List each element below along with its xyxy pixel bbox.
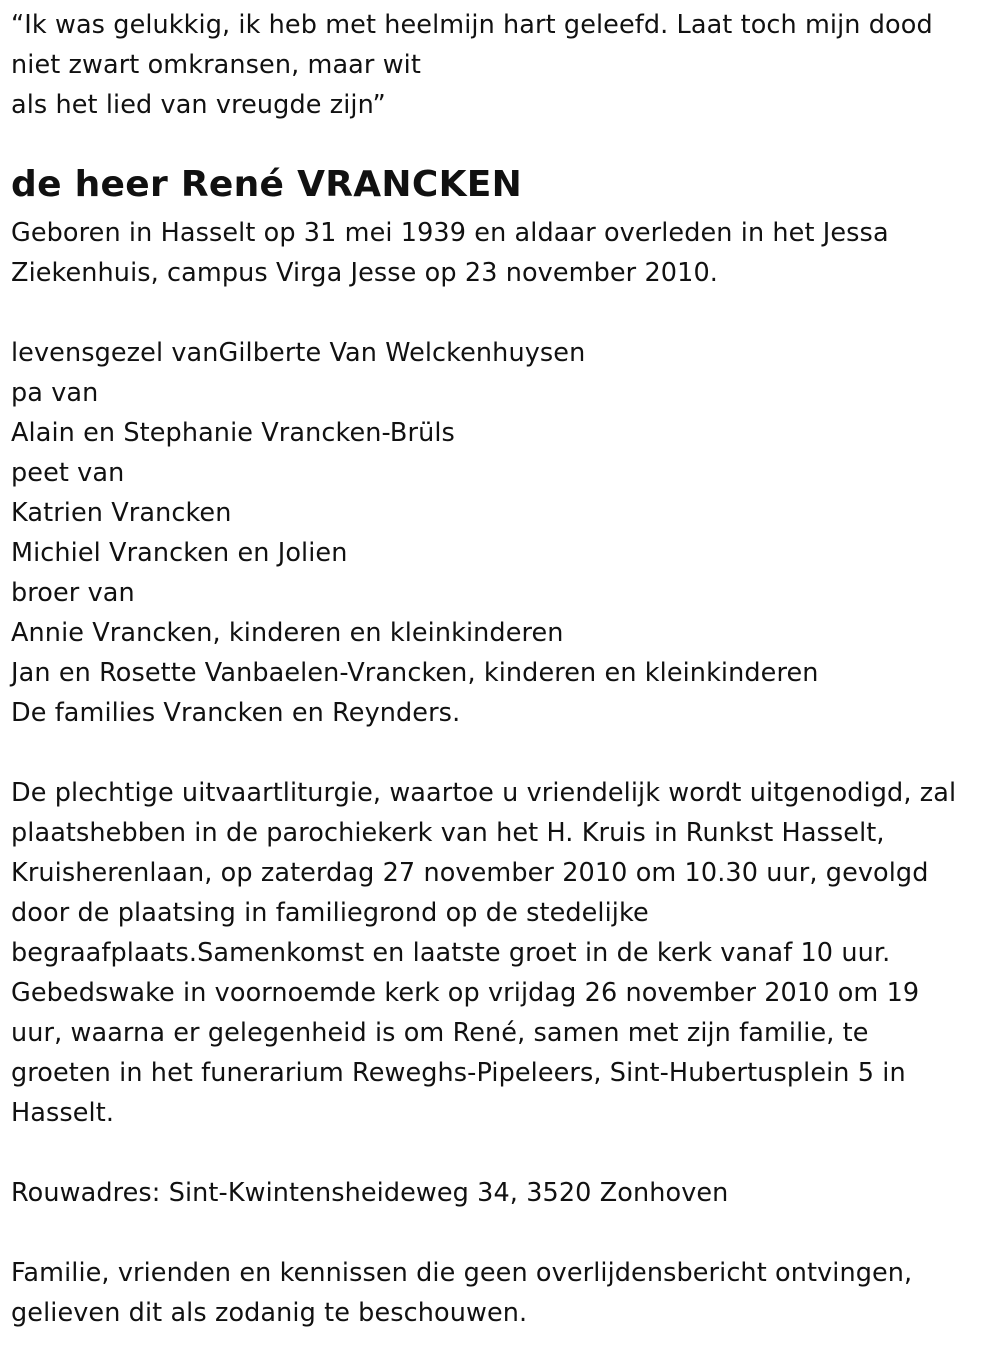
ceremony-line: Gebedswake in voornoemde kerk op vrijdag 26 november 2010 om 19: [11, 978, 920, 1008]
opening-quote: [11, 5, 991, 125]
family-line: Katrien Vrancken: [11, 498, 232, 528]
mourning-address: Rouwadres: Sint-Kwintensheideweg 34, 3520 Zonhoven: [11, 1178, 729, 1208]
obituary-notice: [11, 5, 991, 1333]
birth-death-line: Geboren in Hasselt op 31 mei 1939 en aldaar overleden in het Jessa: [11, 218, 889, 248]
deceased-name: de heer René VRANCKEN: [11, 164, 523, 205]
family-line: pa van: [11, 378, 99, 408]
birth-death-info: [11, 213, 991, 293]
ceremony-line: uur, waarna er gelegenheid is om René, samen met zijn familie, te: [11, 1018, 869, 1048]
spacer: [11, 1133, 991, 1173]
closing-line: Familie, vrienden en kennissen die geen overlijdensbericht ontvingen,: [11, 1258, 913, 1288]
family-line: Alain en Stephanie Vrancken-Brüls: [11, 418, 455, 448]
ceremony-line: Kruisherenlaan, op zaterdag 27 november 2010 om 10.30 uur, gevolgd: [11, 858, 929, 888]
birth-death-line: Ziekenhuis, campus Virga Jesse op 23 november 2010.: [11, 258, 718, 288]
ceremony-line: begraafplaats.Samenkomst en laatste groet in de kerk vanaf 10 uur.: [11, 938, 891, 968]
spacer: [11, 293, 991, 333]
family-list: [11, 333, 991, 733]
family-line: Jan en Rosette Vanbaelen-Vrancken, kinderen en kleinkinderen: [11, 658, 819, 688]
quote-line: als het lied van vreugde zijn”: [11, 90, 386, 120]
quote-line: niet zwart omkransen, maar wit: [11, 50, 421, 80]
family-line: Annie Vrancken, kinderen en kleinkinderen: [11, 618, 564, 648]
ceremony-line: groeten in het funerarium Reweghs-Pipeleers, Sint-Hubertusplein 5 in: [11, 1058, 906, 1088]
ceremony-line: Hasselt.: [11, 1098, 115, 1128]
ceremony-info: [11, 773, 991, 1133]
closing-note: [11, 1253, 991, 1333]
spacer: [11, 1213, 991, 1253]
family-line: De families Vrancken en Reynders.: [11, 698, 461, 728]
family-line: broer van: [11, 578, 135, 608]
family-line: Michiel Vrancken en Jolien: [11, 538, 348, 568]
ceremony-line: De plechtige uitvaartliturgie, waartoe u vriendelijk wordt uitgenodigd, zal: [11, 778, 957, 808]
quote-line: “Ik was gelukkig, ik heb met heelmijn hart geleefd. Laat toch mijn dood: [11, 10, 933, 40]
ceremony-line: door de plaatsing in familiegrond op de stedelijke: [11, 898, 649, 928]
ceremony-line: plaatshebben in de parochiekerk van het H. Kruis in Runkst Hasselt,: [11, 818, 885, 848]
family-line: levensgezel vanGilberte Van Welckenhuysen: [11, 338, 586, 368]
closing-line: gelieven dit als zodanig te beschouwen.: [11, 1298, 528, 1328]
spacer: [11, 733, 991, 773]
family-line: peet van: [11, 458, 125, 488]
